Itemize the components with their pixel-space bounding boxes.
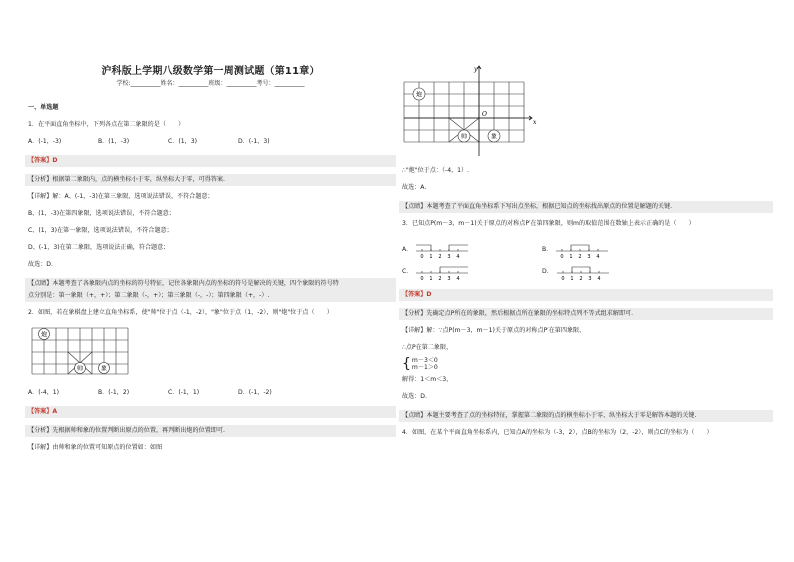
tick-2: 2 <box>438 254 442 259</box>
q3-option-d <box>542 263 611 281</box>
q3-choose: 故选：D. <box>402 393 427 400</box>
q1-choose: 故选：D. <box>28 261 53 268</box>
xiang-label: 象 <box>490 133 498 141</box>
q3-option-b <box>542 241 610 259</box>
q2-comment: 【点睛】本题考查了平面直角坐标系下写出点坐标，根据已知点的坐标找出原点的位置是解题的关键. <box>399 201 773 213</box>
q1-option-d: D．(-1，3) <box>238 138 270 145</box>
chess-board-axes-figure <box>402 62 770 161</box>
tick-1: 1 <box>429 276 433 281</box>
student-info-line: 学校:__________姓名：__________班级：__________考号：__________ <box>116 80 305 87</box>
tick-4: 4 <box>456 254 460 259</box>
q3-step2: 解得：1＜m＜3， <box>402 376 453 383</box>
number-line-b <box>554 241 610 259</box>
right-column <box>402 62 770 446</box>
q3-option-d-label: D． <box>542 268 553 275</box>
q3-option-a-label: A． <box>402 246 413 253</box>
tick-0: 0 <box>561 276 565 281</box>
y-axis-label: y <box>474 66 478 73</box>
tick-2: 2 <box>578 254 582 259</box>
q2-option-c: C．(-1，1) <box>168 389 200 396</box>
q1-comment <box>25 278 396 302</box>
number-line-d <box>555 263 611 281</box>
q2-choose: 故选：A. <box>402 184 427 191</box>
q2-options <box>28 389 393 397</box>
q3-ineq-1: m－3＜0 <box>411 357 438 364</box>
q1-detail-d: D、(-1，3)在第二象限，选项说法正确，符合题意； <box>28 244 170 251</box>
q2-option-d: D．(-1，-2) <box>238 389 272 396</box>
shuai-label: 帅 <box>76 365 84 373</box>
q3-options <box>402 237 770 283</box>
q3-inequality-system <box>402 357 770 371</box>
tick-3: 3 <box>447 254 451 259</box>
q3-option-a <box>402 241 470 259</box>
q1-option-a: A．(-1，-3) <box>28 138 62 145</box>
q4-stem: 4．如图，在某个平面直角坐标系内，已知点A的坐标为（-3，2），点B的坐标为（2，-2），则点C的坐标为（ ） <box>402 429 713 436</box>
q3-option-b-label: B． <box>542 246 553 253</box>
q1-option-b: B．(1，-3) <box>98 138 130 145</box>
shuai-label: 帅 <box>460 133 468 141</box>
q3-ineq-2: m－1＞0 <box>411 364 438 371</box>
q1-analysis: 【分析】根据第二象限内，点的横坐标小于零，纵坐标大于零，可得答案. <box>25 174 396 186</box>
q3-answer: 【答案】D <box>399 289 773 301</box>
q3-option-c-label: C． <box>402 268 413 275</box>
number-line-a <box>414 241 470 259</box>
q2-result: ∴"炮"位于点：（-4，1）. <box>402 167 470 174</box>
q2-analysis: 【分析】先根据帅和象的位置判断出原点的位置，再判断出炮的位置即可. <box>25 425 396 437</box>
q1-comment-line2: 点分别是：第一象限（+，+）；第二象限（-，+）；第三象限（-，-）；第四象限（+，-）. <box>28 292 270 299</box>
q1-detail-b: B、(1，-3)在第四象限，选项说法错误，不符合题意； <box>28 210 175 217</box>
chess-board-figure <box>30 326 393 379</box>
pao-label: 炮 <box>415 91 423 99</box>
origin-label: O <box>482 111 487 118</box>
q2-option-a: A．(-4，1) <box>28 389 60 396</box>
xiang-label: 象 <box>100 365 108 373</box>
q2-answer: 【答案】A <box>25 406 396 418</box>
q1-options <box>28 138 393 146</box>
q3-stem: 3．已知点P(m－3，m－1)关于原点的对称点P′在第四象限，则m的取值范围在数轴上表示正确的是（ ） <box>402 220 695 227</box>
tick-0: 0 <box>420 276 424 281</box>
q3-detail: 【详解】解：∵点P(m－3，m－1)关于原点的对称点P′在第四象限， <box>402 327 586 334</box>
tick-4: 4 <box>597 276 601 281</box>
number-line-c <box>414 263 470 281</box>
q3-analysis: 【分析】先确定点P所在的象限，然后根据点所在象限的坐标特点列不等式组求解即可. <box>399 308 773 320</box>
q1-detail-c: C、(1，3)在第一象限，选项说法错误，不符合题意； <box>28 227 173 234</box>
tick-4: 4 <box>456 276 460 281</box>
left-column <box>28 68 393 461</box>
q1-option-c: C．(1，3) <box>168 138 197 145</box>
tick-1: 1 <box>429 254 433 259</box>
q3-comment: 【点睛】本题主要考查了点的坐标特征，掌握第二象限的点的横坐标小于零、纵坐标大于零是解答本题的关键. <box>399 410 773 422</box>
q3-option-c <box>402 263 470 281</box>
tick-2: 2 <box>438 276 442 281</box>
tick-3: 3 <box>587 254 591 259</box>
q1-stem: 1．在平面直角坐标中，下列各点在第二象限的是（ ） <box>28 121 185 128</box>
tick-4: 4 <box>596 254 600 259</box>
q1-answer: 【答案】D <box>25 155 396 167</box>
page-title: 沪科版上学期八级数学第一周测试题（第11章） <box>101 66 320 77</box>
tick-1: 1 <box>570 276 574 281</box>
tick-2: 2 <box>579 276 583 281</box>
q2-option-b: B．(-1，2) <box>98 389 130 396</box>
section-heading: 一、单选题 <box>28 104 59 111</box>
x-axis-label: x <box>533 119 537 126</box>
q3-step1: ∴点P在第二象限， <box>402 344 453 351</box>
brace-glyph: { <box>402 356 411 372</box>
tick-0: 0 <box>560 254 564 259</box>
q1-comment-line1: 【点睛】本题考查了各象限内点的坐标的符号特征，记住各象限内点的坐标的符号是解决的关键，四个象限的符号特 <box>28 280 339 287</box>
q2-detail: 【详解】由帅和象的位置可知原点的位置如：如图 <box>28 444 163 451</box>
q2-stem: 2．如图，若在象棋盘上建立直角坐标系，使"帅"位于点（-1，-2），"象"位于点（1，-2），则"炮"位于点（ ） <box>28 309 333 316</box>
tick-3: 3 <box>447 276 451 281</box>
tick-0: 0 <box>420 254 424 259</box>
tick-1: 1 <box>569 254 573 259</box>
tick-3: 3 <box>588 276 592 281</box>
pao-label: 炮 <box>40 331 48 339</box>
q1-detail: 【详解】解：A、(-1，-3)在第三象限，选项说法错误，不符合题意； <box>28 193 214 200</box>
